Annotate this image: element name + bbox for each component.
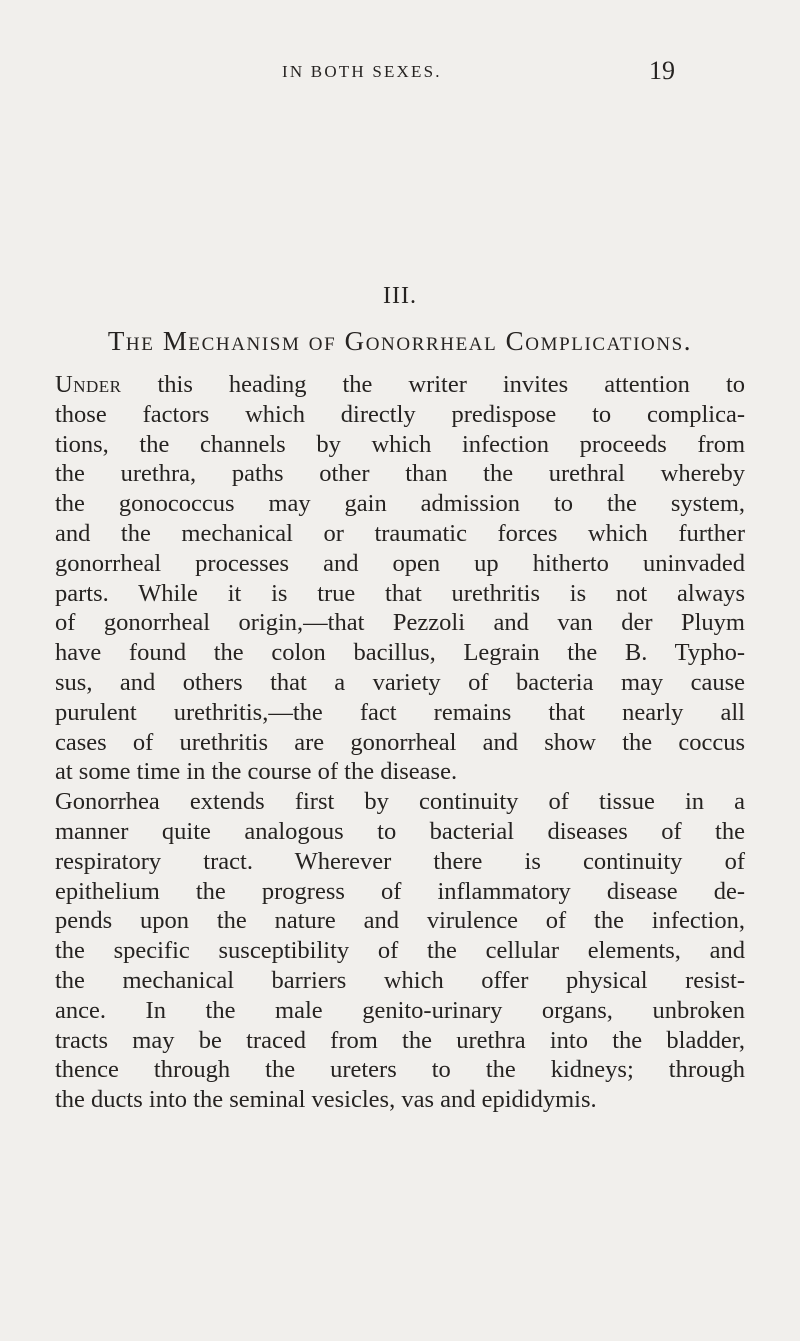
- text-line: pends upon the nature and virulence of the infection,: [55, 907, 745, 935]
- text-line: the urethra, paths other than the urethral whereby: [55, 460, 745, 488]
- text-line-rest: this heading the writer invites attention to: [121, 371, 745, 398]
- text-line: the gonococcus may gain admission to the system,: [55, 490, 745, 518]
- text-line: the specific susceptibility of the cellular elements, and: [55, 937, 745, 965]
- text-line: epithelium the progress of inflammatory disease de-: [55, 877, 745, 905]
- text-line: and the mechanical or traumatic forces which further: [55, 519, 745, 547]
- section-number: III.: [383, 283, 417, 309]
- text-line: the ducts into the seminal vesicles, vas and epididymis.: [55, 1086, 597, 1114]
- text-line: tions, the channels by which infection proceeds from: [55, 430, 745, 458]
- text-line: sus, and others that a variety of bacteria may cause: [55, 668, 745, 696]
- text-line: ance. In the male genito-urinary organs, unbroken: [55, 996, 745, 1024]
- body-text: [55, 370, 745, 1115]
- text-line: manner quite analogous to bacterial diseases of the: [55, 817, 745, 845]
- page-number: 19: [649, 56, 675, 85]
- running-head: IN BOTH SEXES.: [282, 62, 442, 81]
- text-line: have found the colon bacillus, Legrain the B. Typho-: [55, 639, 745, 667]
- text-line: gonorrheal processes and open up hitherto uninvaded: [55, 549, 745, 577]
- text-line: [55, 370, 745, 400]
- section-title: The Mechanism of Gonorrheal Complications.: [107, 326, 693, 356]
- text-line: purulent urethritis,—the fact remains that nearly all: [55, 698, 745, 726]
- text-line: those factors which directly predispose to complica-: [55, 400, 745, 428]
- text-line: the mechanical barriers which offer physical resist-: [55, 966, 745, 994]
- lead-word: Under: [55, 371, 122, 398]
- text-line: Gonorrhea extends first by continuity of tissue in a: [55, 788, 745, 816]
- text-line: parts. While it is true that urethritis is not always: [55, 579, 745, 607]
- text-line: at some time in the course of the disease.: [55, 758, 458, 786]
- text-line: respiratory tract. Wherever there is continuity of: [55, 847, 745, 875]
- text-line: of gonorrheal origin,—that Pezzoli and van der Pluym: [55, 609, 745, 637]
- text-line: tracts may be traced from the urethra into the bladder,: [55, 1026, 745, 1054]
- text-line: cases of urethritis are gonorrheal and show the coccus: [55, 728, 745, 756]
- text-line: thence through the ureters to the kidneys; through: [55, 1056, 745, 1084]
